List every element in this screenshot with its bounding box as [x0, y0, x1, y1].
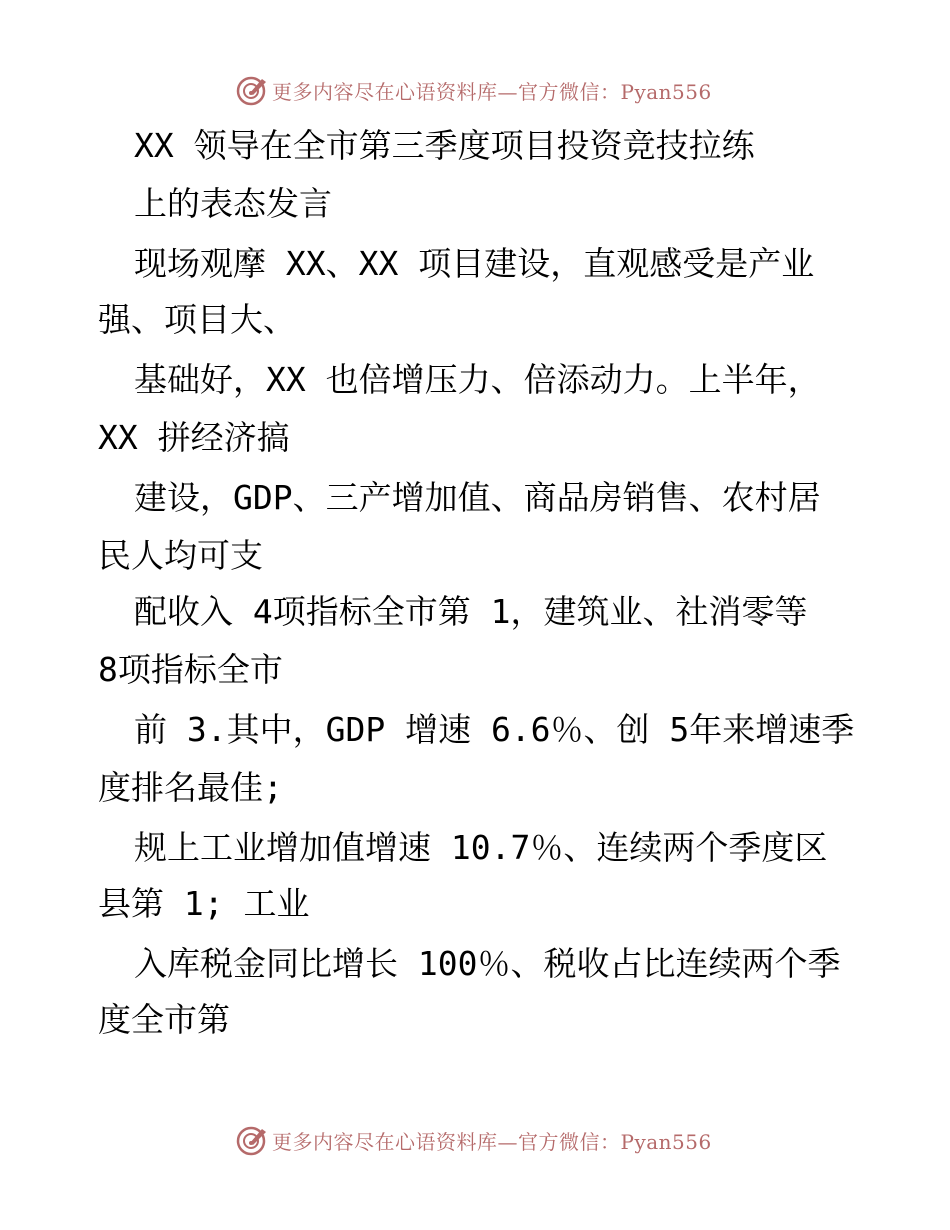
- text-line: 强、项目大、: [98, 300, 296, 339]
- pen-nib-logo-icon: [236, 73, 270, 107]
- banner-text: 更多内容尽在心语资料库—官方微信：Pyan556: [272, 79, 712, 104]
- text-line: 度全市第: [98, 1000, 230, 1039]
- text-line: 8项指标全市: [98, 650, 283, 689]
- text-line: 基础好，XX 也倍增压力、倍添动力。上半年，: [134, 360, 821, 399]
- text-line: 前 3.其中，GDP 增速 6.6％、创 5年来增速季: [134, 710, 855, 749]
- text-line: XX 拼经济搞: [98, 418, 290, 457]
- text-line: 现场观摩 XX、XX 项目建设，直观感受是产业: [134, 244, 815, 283]
- pen-nib-logo-icon: [236, 1123, 270, 1157]
- text-line: 建设，GDP、三产增加值、商品房销售、农村居: [134, 478, 821, 517]
- banner-text: 更多内容尽在心语资料库—官方微信：Pyan556: [272, 1129, 712, 1154]
- footer-banner[interactable]: [236, 1122, 712, 1158]
- text-line: XX 领导在全市第三季度项目投资竞技拉练: [134, 126, 755, 165]
- text-line: 县第 1; 工业: [98, 884, 310, 923]
- text-line: 度排名最佳;: [98, 768, 283, 807]
- text-line: 民人均可支: [98, 536, 263, 575]
- header-banner[interactable]: [236, 72, 712, 108]
- text-line: 上的表态发言: [134, 184, 332, 223]
- text-line: 入库税金同比增长 100％、税收占比连续两个季: [134, 944, 841, 983]
- text-line: 配收入 4项指标全市第 1，建筑业、社消零等: [134, 592, 808, 631]
- text-line: 规上工业增加值增速 10.7％、连续两个季度区: [134, 828, 828, 867]
